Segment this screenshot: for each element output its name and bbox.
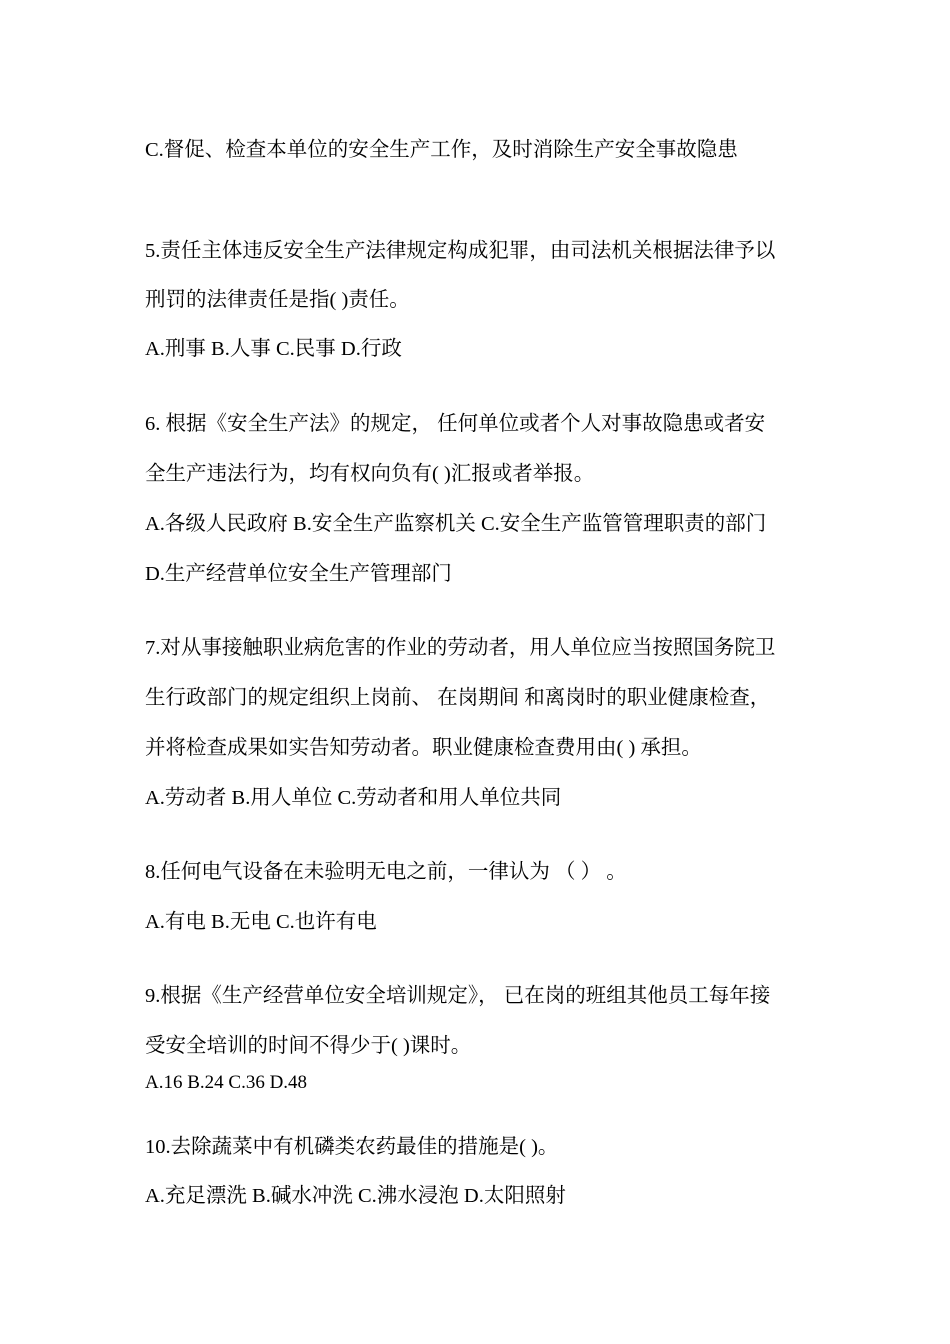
question-9-line-2: 受安全培训的时间不得少于( )课时。 (145, 1035, 472, 1057)
question-6-options-1: A.各级人民政府 B.安全生产监察机关 C.安全生产监管管理职责的部门 (145, 513, 767, 535)
question-5-line-2: 刑罚的法律责任是指( )责任。 (145, 289, 410, 311)
question-6-options-2: D.生产经营单位安全生产管理部门 (145, 563, 452, 585)
question-7-line-3: 并将检查成果如实告知劳动者。职业健康检查费用由( ) 承担。 (145, 737, 702, 759)
question-7-line-2: 生行政部门的规定组织上岗前、 在岗期间 和离岗时的职业健康检查， (145, 687, 771, 709)
question-9-line-1: 9.根据《生产经营单位安全培训规定》， 已在岗的班组其他员工每年接 (145, 985, 771, 1007)
question-10-line-1: 10.去除蔬菜中有机磷类农药最佳的措施是( )。 (145, 1136, 559, 1158)
option-line: C.督促、检查本单位的安全生产工作，及时消除生产安全事故隐患 (145, 139, 738, 161)
question-5-line-1: 5.责任主体违反安全生产法律规定构成犯罪，由司法机关根据法律予以 (145, 240, 776, 262)
question-8-line-1: 8.任何电气设备在未验明无电之前，一律认为 （ ） 。 (145, 861, 627, 883)
question-5-options: A.刑事 B.人事 C.民事 D.行政 (145, 338, 402, 360)
question-6-line-1: 6. 根据《安全生产法》的规定， 任何单位或者个人对事故隐患或者安 (145, 413, 766, 435)
question-9-options: A.16 B.24 C.36 D.48 (145, 1072, 308, 1093)
question-8-options: A.有电 B.无电 C.也许有电 (145, 911, 377, 933)
question-7-line-1: 7.对从事接触职业病危害的作业的劳动者，用人单位应当按照国务院卫 (145, 637, 776, 659)
question-10-options: A.充足漂洗 B.碱水冲洗 C.沸水浸泡 D.太阳照射 (145, 1185, 566, 1207)
question-6-line-2: 全生产违法行为，均有权向负有( )汇报或者举报。 (145, 463, 595, 485)
question-7-options: A.劳动者 B.用人单位 C.劳动者和用人单位共同 (145, 787, 562, 809)
